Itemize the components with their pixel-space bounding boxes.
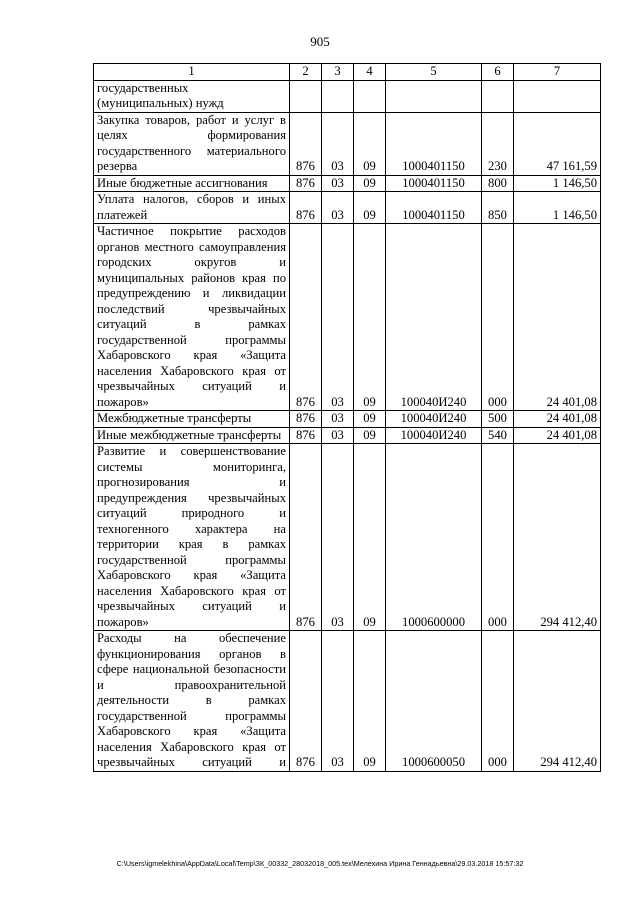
row-vr: 000 (482, 224, 514, 411)
row-sum: 24 401,08 (514, 411, 601, 428)
table-row (94, 411, 601, 428)
header-col-7: 7 (514, 64, 601, 81)
row-csr: 1000600050 (386, 631, 482, 772)
row-rz: 03 (322, 411, 354, 428)
row-vr: 540 (482, 427, 514, 444)
row-grbs: 876 (290, 444, 322, 631)
row-sum: 24 401,08 (514, 224, 601, 411)
table-row (94, 224, 601, 411)
row-grbs: 876 (290, 224, 322, 411)
row-rz: 03 (322, 631, 354, 772)
row-name: Закупка товаров, работ и услуг в целях формирования государственного материального резерва (94, 112, 290, 175)
row-csr: 1000401150 (386, 112, 482, 175)
header-col-4: 4 (354, 64, 386, 81)
row-csr: 1000401150 (386, 175, 482, 192)
table-row (94, 80, 601, 112)
table-row (94, 175, 601, 192)
row-pr: 09 (354, 411, 386, 428)
row-csr (386, 80, 482, 112)
row-grbs (290, 80, 322, 112)
row-sum: 47 161,59 (514, 112, 601, 175)
row-name: Межбюджетные трансферты (94, 411, 290, 428)
row-rz (322, 80, 354, 112)
row-pr: 09 (354, 112, 386, 175)
row-pr: 09 (354, 175, 386, 192)
row-name: Иные межбюджетные трансферты (94, 427, 290, 444)
row-pr: 09 (354, 444, 386, 631)
table-row (94, 427, 601, 444)
table-row (94, 631, 601, 772)
row-csr: 100040И240 (386, 224, 482, 411)
row-pr: 09 (354, 192, 386, 224)
table-row (94, 112, 601, 175)
row-rz: 03 (322, 192, 354, 224)
row-sum: 1 146,50 (514, 192, 601, 224)
row-name: Уплата налогов, сборов и иных платежей (94, 192, 290, 224)
header-col-1: 1 (94, 64, 290, 81)
budget-table (93, 63, 601, 772)
row-vr: 000 (482, 444, 514, 631)
row-pr: 09 (354, 427, 386, 444)
row-rz: 03 (322, 224, 354, 411)
row-rz: 03 (322, 112, 354, 175)
row-grbs: 876 (290, 112, 322, 175)
row-sum: 1 146,50 (514, 175, 601, 192)
table-row (94, 192, 601, 224)
row-rz: 03 (322, 175, 354, 192)
row-sum (514, 80, 601, 112)
header-col-6: 6 (482, 64, 514, 81)
row-vr (482, 80, 514, 112)
row-grbs: 876 (290, 192, 322, 224)
row-name: Расходы на обеспечение функционирования органов в сфере национальной безопасности и правоохранительной деятельности в рамках государственной программы Хабаровского края «Защита населения Хабаровского края от чрезвычайных ситуаций и (94, 631, 290, 772)
header-row (94, 64, 601, 81)
row-name: Иные бюджетные ассигнования (94, 175, 290, 192)
row-csr: 1000600000 (386, 444, 482, 631)
row-csr: 1000401150 (386, 192, 482, 224)
row-rz: 03 (322, 427, 354, 444)
row-grbs: 876 (290, 411, 322, 428)
row-sum: 24 401,08 (514, 427, 601, 444)
table-row (94, 444, 601, 631)
row-pr (354, 80, 386, 112)
header-col-3: 3 (322, 64, 354, 81)
row-grbs: 876 (290, 631, 322, 772)
row-grbs: 876 (290, 175, 322, 192)
row-name: государственных (муниципальных) нужд (94, 80, 290, 112)
row-sum: 294 412,40 (514, 631, 601, 772)
row-vr: 500 (482, 411, 514, 428)
footer-file-path: C:\Users\igmelekhina\AppData\Local\Temp\ЗК_00332_28032018_005.tex\Мелехина Ирина Геннадьевна\29.03.2018 15:57:32 (116, 859, 524, 868)
header-col-2: 2 (290, 64, 322, 81)
row-vr: 000 (482, 631, 514, 772)
row-grbs: 876 (290, 427, 322, 444)
row-sum: 294 412,40 (514, 444, 601, 631)
row-csr: 100040И240 (386, 411, 482, 428)
row-name: Развитие и совершенствование системы мониторинга, прогнозирования и предупреждения чрезвычайных ситуаций природного и техногенного характера на территории края в рамках государственной программы Хабаровского края «Защита населения Хабаровского края от чрезвычайных ситуаций и пожаров» (94, 444, 290, 631)
row-vr: 230 (482, 112, 514, 175)
row-pr: 09 (354, 631, 386, 772)
row-vr: 850 (482, 192, 514, 224)
row-name: Частичное покрытие расходов органов местного самоуправления городских округов и муниципальных районов края по предупреждению и ликвидации последствий чрезвычайных ситуаций в рамках государственной программы Хабаровского края «Защита населения Хабаровского края от чрезвычайных ситуаций и пожаров» (94, 224, 290, 411)
page-number: 905 (310, 34, 330, 49)
row-rz: 03 (322, 444, 354, 631)
row-vr: 800 (482, 175, 514, 192)
header-col-5: 5 (386, 64, 482, 81)
row-pr: 09 (354, 224, 386, 411)
row-csr: 100040И240 (386, 427, 482, 444)
